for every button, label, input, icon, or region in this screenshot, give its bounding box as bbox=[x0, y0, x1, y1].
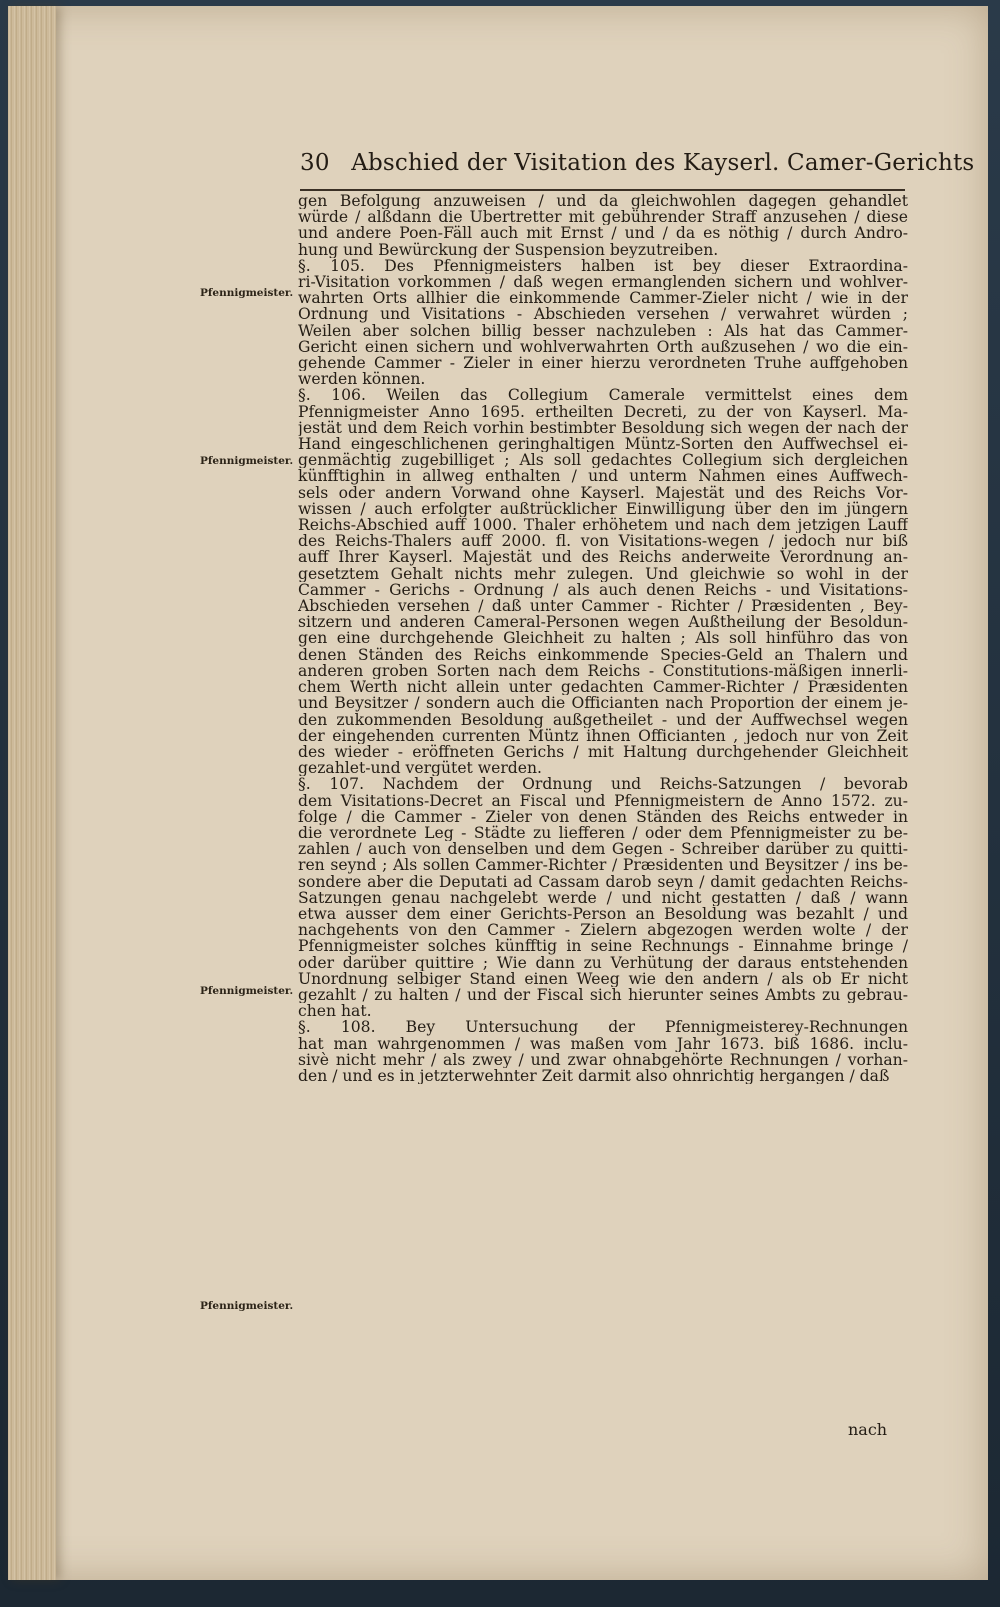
text-line: Hand eingeschlichenen geringhaltigen Müntz-Sorten den Auffwechsel ei- bbox=[298, 436, 908, 453]
paragraph bbox=[298, 193, 908, 258]
text-line: Ordnung und Visitations - Abschieden versehen / verwahret würden ; bbox=[298, 306, 908, 323]
text-line: ren seynd ; Als sollen Cammer-Richter / Præsidenten und Beysitzer / ins be- bbox=[298, 857, 908, 874]
text-line: gezahlet-und vergütet werden. bbox=[298, 760, 543, 777]
text-line: wissen / auch erfolgter außtrücklicher Einwilligung über den im jüngern bbox=[298, 500, 908, 518]
text-line: künfftighin in allweg enthalten / und unterm Nahmen eines Auffwech- bbox=[298, 468, 908, 485]
text-line: §. 107. Nachdem der Ordnung und Reichs-Satzungen / bevorab bbox=[298, 776, 908, 793]
text-line: dem Visitations-Decret an Fiscal und Pfennigmeistern de Anno 1572. zu- bbox=[298, 792, 908, 809]
text-line: gezahlt / zu halten / und der Fiscal sich hierunter seines Ambts zu gebrau- bbox=[298, 986, 908, 1004]
body-text bbox=[298, 193, 908, 1084]
text-line: Satzungen genau nachgelebt werde / und nicht gestatten / daß / wann bbox=[298, 889, 908, 906]
text-line: auff Ihrer Kayserl. Majestät und des Reichs anderweite Verordnung an- bbox=[298, 549, 908, 566]
text-line: chen hat. bbox=[298, 1003, 372, 1020]
text-line: des Reichs-Thalers auff 2000. fl. von Visitations-wegen / jedoch nur biß bbox=[298, 533, 908, 550]
page-number: 30 bbox=[300, 150, 330, 176]
text-line: werden können. bbox=[298, 371, 426, 388]
text-line: chem Werth nicht allein unter gedachten Cammer-Richter / Præsidenten bbox=[298, 679, 908, 696]
text-line: jestät und dem Reich vorhin bestimbter Besoldung sich wegen der nach der bbox=[298, 419, 908, 437]
paragraph bbox=[298, 776, 908, 1019]
text-line: etwa ausser dem einer Gerichts-Person an Besoldung was bezahlt / und bbox=[298, 905, 908, 923]
text-line: den / und es in jetzterwehnter Zeit darmit also ohnrichtig hergangen / daß bbox=[298, 1067, 890, 1085]
text-line: gehende Cammer - Zieler in einer hierzu verordneten Truhe auffgehoben bbox=[298, 355, 908, 372]
text-line: nachgehents von den Cammer - Zielern abgezogen werden wolte / der bbox=[298, 922, 908, 939]
text-line: wahrten Orts allhier die einkommende Cammer-Zieler nicht / wie in der bbox=[298, 290, 908, 307]
text-line: würde / alßdann die Ubertretter mit gebührender Straff anzusehen / diese bbox=[298, 209, 908, 226]
text-line: und Beysitzer / sondern auch die Officianten nach Proportion der einem je- bbox=[298, 695, 908, 712]
text-line: hung und Bewürckung der Suspension beyzutreiben. bbox=[298, 241, 719, 258]
text-line: die verordnete Leg - Städte zu liefferen / oder dem Pfennigmeister zu be- bbox=[298, 824, 908, 842]
text-line: Reichs-Abschied auff 1000. Thaler erhöhetem und nach dem jetzigen Lauff bbox=[298, 517, 908, 534]
text-line: ri-Visitation vorkommen / daß wegen ermanglenden sichern und wohlver- bbox=[298, 274, 908, 291]
text-line: sondere aber die Deputati ad Cassam darob seyn / damit gedachten Reichs- bbox=[298, 873, 908, 890]
page-gutter bbox=[8, 6, 56, 1580]
catchword: nach bbox=[848, 1420, 888, 1439]
text-line: Pfennigmeister Anno 1695. ertheilten Decreti, zu der von Kayserl. Ma- bbox=[298, 403, 908, 420]
text-line: gesetztem Gehalt nichts mehr zulegen. Und gleichwie so wohl in der bbox=[298, 565, 908, 582]
text-line: sitzern und anderen Cameral-Personen wegen Außtheilung der Besoldun- bbox=[298, 614, 908, 631]
margin-note-108: Pfennigmeister. bbox=[200, 1300, 294, 1312]
text-line: den zukommenden Besoldung außgetheilet - und der Auffwechsel wegen bbox=[298, 711, 908, 728]
text-line: genmächtig zugebilliget ; Als soll gedachtes Collegium sich dergleichen bbox=[298, 452, 908, 469]
text-line: sivè nicht mehr / als zwey / und zwar ohnabgehörte Rechnungen / vorhan- bbox=[298, 1051, 908, 1068]
text-line: §. 108. Bey Untersuchung der Pfennigmeisterey-Rechnungen bbox=[298, 1019, 908, 1036]
paragraph bbox=[298, 258, 908, 388]
text-line: gen Befolgung anzuweisen / und da gleichwohlen dagegen gehandlet bbox=[298, 193, 908, 210]
paragraph bbox=[298, 387, 908, 776]
text-line: zahlen / auch von denselben und dem Gegen - Schreiber darüber zu quitti- bbox=[298, 841, 908, 858]
running-header bbox=[300, 150, 975, 176]
text-line: folge / die Cammer - Zieler von denen Ständen des Reichs entweder in bbox=[298, 808, 908, 825]
text-line: oder darüber quittire ; Wie dann zu Verhütung der daraus entstehenden bbox=[298, 954, 908, 971]
text-line: Pfennigmeister solches künfftig in seine Rechnungs - Einnahme bringe / bbox=[298, 938, 908, 955]
text-line: Gericht einen sichern und wohlverwahrten Orth außzusehen / wo die ein- bbox=[298, 338, 908, 356]
margin-note-106: Pfennigmeister. bbox=[200, 455, 294, 467]
text-line: und andere Poen-Fäll auch mit Ernst / und / da es nöthig / durch Andro- bbox=[298, 225, 908, 242]
paragraph bbox=[298, 1019, 908, 1084]
text-line: gen eine durchgehende Gleichheit zu halten ; Als soll hinführo das von bbox=[298, 630, 908, 647]
text-line: sels oder andern Vorwand ohne Kayserl. Majestät und des Reichs Vor- bbox=[298, 484, 908, 501]
text-line: Unordnung selbiger Stand einen Weeg wie den andern / als ob Er nicht bbox=[298, 970, 908, 987]
text-line: anderen groben Sorten nach dem Reichs - Constitutions-mäßigen innerli- bbox=[298, 662, 908, 680]
text-line: §. 105. Des Pfennigmeisters halben ist bey dieser Extraordina- bbox=[298, 257, 908, 275]
text-line: denen Ständen des Reichs einkommende Species-Geld an Thalern und bbox=[298, 646, 908, 663]
text-line: der eingehenden currenten Müntz ihnen Officianten , jedoch nur von Zeit bbox=[298, 727, 908, 744]
text-line: des wieder - eröffneten Gerichs / mit Haltung durchgehender Gleichheit bbox=[298, 743, 908, 761]
header-rule bbox=[300, 189, 905, 191]
margin-note-107: Pfennigmeister. bbox=[200, 985, 294, 997]
text-line: hat man wahrgenommen / was maßen vom Jahr 1673. biß 1686. inclu- bbox=[298, 1035, 908, 1052]
text-line: §. 106. Weilen das Collegium Camerale vermittelst eines dem bbox=[298, 387, 908, 404]
text-line: Weilen aber solchen billig besser nachzuleben : Als hat das Cammer- bbox=[298, 322, 908, 339]
margin-note-105: Pfennigmeister. bbox=[200, 287, 294, 299]
running-title: Abschied der Visitation des Kayserl. Camer-Gerichts bbox=[351, 150, 975, 176]
text-line: Cammer - Gerichs - Ordnung / als auch denen Reichs - und Visitations- bbox=[298, 581, 908, 599]
text-line: Abschieden versehen / daß unter Cammer - Richter / Præsidenten , Bey- bbox=[298, 598, 908, 615]
